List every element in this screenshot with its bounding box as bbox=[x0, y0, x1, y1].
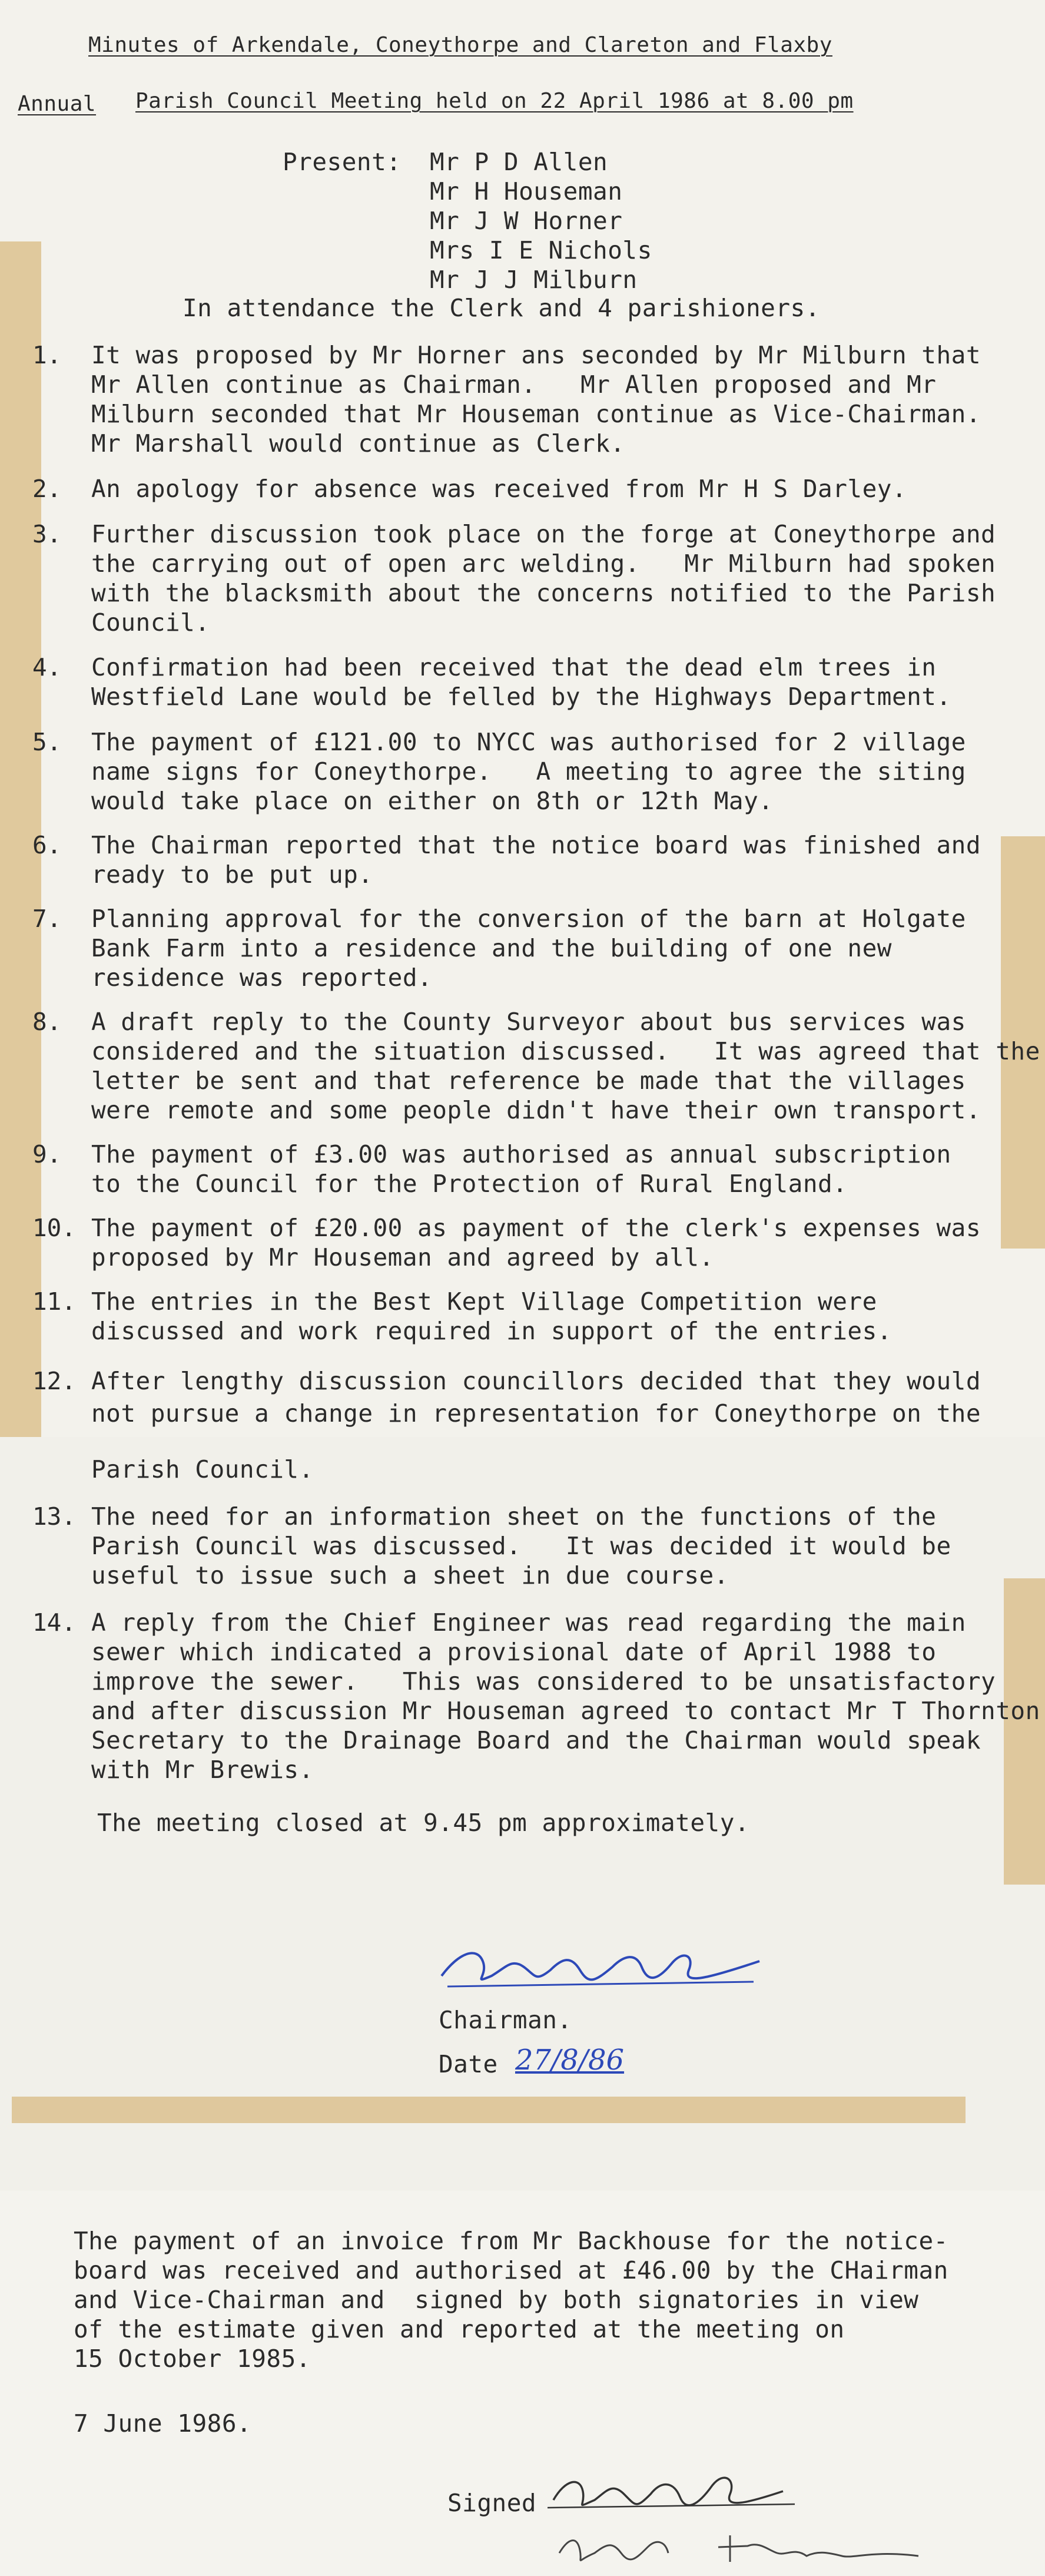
item-14-line: improve the sewer. This was considered to be unsatisfactory bbox=[91, 1667, 996, 1696]
chairman-signature bbox=[436, 1935, 765, 1999]
item-1-line: Milburn seconded that Mr Houseman continue as Vice-Chairman. bbox=[91, 400, 981, 428]
item-2-line: An apology for absence was received from Mr H S Darley. bbox=[91, 475, 907, 503]
item-13-line: The need for an information sheet on the functions of the bbox=[91, 1502, 937, 1531]
item-4-line: Confirmation had been received that the dead elm trees in bbox=[91, 653, 937, 681]
item-number: 2. bbox=[32, 475, 62, 503]
postscript-line: board was received and authorised at £46.00 by the CHairman bbox=[74, 2256, 948, 2284]
item-3-line: the carrying out of open arc welding. Mr Milburn had spoken bbox=[91, 549, 996, 578]
tape-strip-right bbox=[1004, 1578, 1045, 1885]
item-8-line: A draft reply to the County Surveyor about bus services was bbox=[91, 1008, 966, 1036]
item-1-line: It was proposed by Mr Horner ans seconded by Mr Milburn that bbox=[91, 341, 981, 369]
item-14-line: sewer which indicated a provisional date of April 1988 to bbox=[91, 1638, 937, 1666]
item-10-line: proposed by Mr Houseman and agreed by all. bbox=[91, 1243, 714, 1272]
item-number: 8. bbox=[32, 1008, 62, 1036]
item-1-line: Mr Marshall would continue as Clerk. bbox=[91, 429, 625, 458]
chairman-signature-2 bbox=[548, 2468, 842, 2521]
item-12-continued: Parish Council. bbox=[91, 1455, 314, 1484]
item-7-line: Bank Farm into a residence and the building of one new bbox=[91, 934, 892, 962]
item-5-line: name signs for Coneythorpe. A meeting to agree the siting bbox=[91, 757, 966, 786]
item-11-line: The entries in the Best Kept Village Competition were bbox=[91, 1287, 877, 1316]
item-number: 11. bbox=[32, 1287, 77, 1316]
item-7-line: Planning approval for the conversion of the barn at Holgate bbox=[91, 905, 966, 933]
signed-label: Signed bbox=[447, 2489, 537, 2517]
item-9-line: The payment of £3.00 was authorised as annual subscription bbox=[91, 1140, 951, 1168]
item-7-line: residence was reported. bbox=[91, 963, 433, 992]
postscript-line: 15 October 1985. bbox=[74, 2345, 311, 2373]
member-5: Mr J J Milburn bbox=[430, 266, 638, 294]
item-number: 6. bbox=[32, 831, 62, 859]
item-4-line: Westfield Lane would be felled by the Highways Department. bbox=[91, 683, 951, 711]
postscript-date: 7 June 1986. bbox=[74, 2409, 252, 2438]
item-6-line: ready to be put up. bbox=[91, 860, 373, 889]
chairman-label: Chairman. bbox=[439, 2006, 572, 2034]
date-value: 27/8/86 bbox=[515, 2044, 625, 2077]
item-number: 9. bbox=[32, 1140, 62, 1168]
member-4: Mrs I E Nichols bbox=[430, 236, 652, 264]
item-6-line: The Chairman reported that the notice board was finished and bbox=[91, 831, 981, 859]
item-number: 7. bbox=[32, 905, 62, 933]
postscript-line: The payment of an invoice from Mr Backhouse for the notice- bbox=[74, 2227, 948, 2255]
item-number: 14. bbox=[32, 1608, 77, 1637]
item-12-line: After lengthy discussion councillors decided that they would bbox=[91, 1367, 981, 1395]
item-3-line: Council. bbox=[91, 608, 210, 637]
closing-line: The meeting closed at 9.45 pm approximately. bbox=[97, 1809, 750, 1837]
item-8-line: letter be sent and that reference be made that the villages bbox=[91, 1067, 966, 1095]
heading-line-1: Minutes of Arkendale, Coneythorpe and Clareton and Flaxby bbox=[88, 33, 832, 57]
item-10-line: The payment of £20.00 as payment of the clerk's expenses was bbox=[91, 1214, 981, 1242]
minutes-page-2 bbox=[0, 1437, 1045, 2191]
item-number: 10. bbox=[32, 1214, 77, 1242]
item-8-line: were remote and some people didn't have their own transport. bbox=[91, 1096, 981, 1124]
vice-chairman-signature bbox=[553, 2524, 930, 2571]
item-number: 13. bbox=[32, 1502, 77, 1531]
postscript-note bbox=[0, 2191, 1045, 2576]
item-5-line: would take place on either on 8th or 12th May. bbox=[91, 787, 774, 815]
item-11-line: discussed and work required in support of the entries. bbox=[91, 1317, 892, 1345]
item-number: 1. bbox=[32, 341, 62, 369]
item-number: 5. bbox=[32, 728, 62, 756]
member-3: Mr J W Horner bbox=[430, 207, 623, 235]
item-14-line: Secretary to the Drainage Board and the Chairman would speak bbox=[91, 1726, 981, 1754]
member-2: Mr H Houseman bbox=[430, 177, 623, 206]
item-14-line: and after discussion Mr Houseman agreed to contact Mr T Thornton bbox=[91, 1697, 1040, 1725]
present-label: Present: bbox=[283, 148, 402, 176]
item-14-line: A reply from the Chief Engineer was read regarding the main bbox=[91, 1608, 966, 1637]
item-13-line: Parish Council was discussed. It was decided it would be bbox=[91, 1532, 951, 1560]
item-8-line: considered and the situation discussed. It was agreed that the bbox=[91, 1037, 1040, 1065]
postscript-line: and Vice-Chairman and signed by both signatories in view bbox=[74, 2286, 919, 2314]
heading-line-2: Parish Council Meeting held on 22 April 1986 at 8.00 pm bbox=[135, 89, 854, 113]
tape-strip-bottom bbox=[12, 2097, 966, 2123]
item-14-line: with Mr Brewis. bbox=[91, 1756, 314, 1784]
member-1: Mr P D Allen bbox=[430, 148, 608, 176]
item-number: 12. bbox=[32, 1367, 77, 1395]
item-3-line: with the blacksmith about the concerns notified to the Parish bbox=[91, 579, 996, 607]
item-12-line: not pursue a change in representation for Coneythorpe on the bbox=[91, 1399, 981, 1428]
item-5-line: The payment of £121.00 to NYCC was authorised for 2 village bbox=[91, 728, 966, 756]
item-9-line: to the Council for the Protection of Rural England. bbox=[91, 1170, 848, 1198]
item-number: 3. bbox=[32, 520, 62, 548]
item-number: 4. bbox=[32, 653, 62, 681]
item-1-line: Mr Allen continue as Chairman. Mr Allen proposed and Mr bbox=[91, 370, 937, 399]
heading-annual: Annual bbox=[18, 92, 97, 116]
item-3-line: Further discussion took place on the forge at Coneythorpe and bbox=[91, 520, 996, 548]
date-label: Date bbox=[439, 2050, 498, 2078]
postscript-line: of the estimate given and reported at the meeting on bbox=[74, 2315, 845, 2343]
attendance-line: In attendance the Clerk and 4 parishioners. bbox=[183, 294, 820, 322]
item-13-line: useful to issue such a sheet in due course. bbox=[91, 1561, 729, 1590]
